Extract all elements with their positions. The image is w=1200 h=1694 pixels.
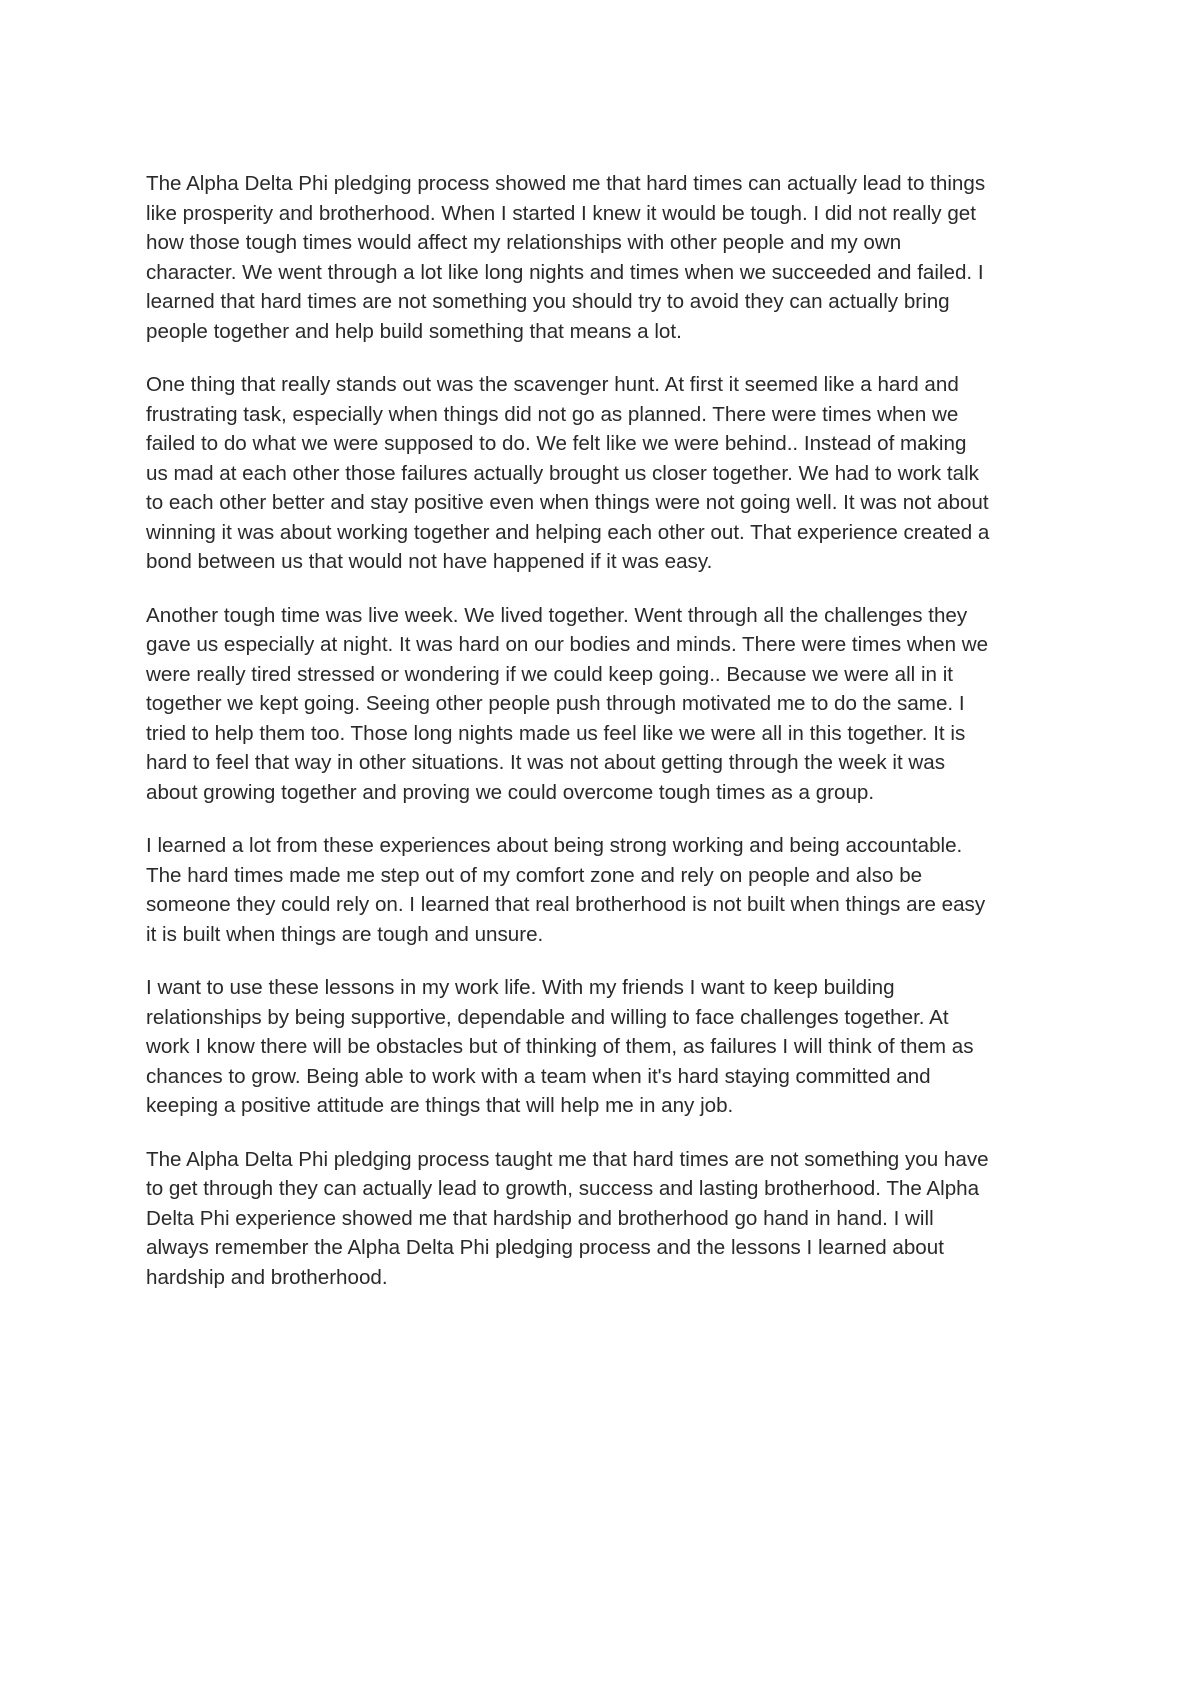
paragraph-5: I want to use these lessons in my work life. With my friends I want to keep building relationships by being supportive, dependable and willing to face challenges together. At work I know there will be obstacles but of thinking of them, as failures I will think of them as chances to grow. Being able to work with a team when it's hard staying committed and keeping a positive attitude are things that will help me in any job. [146, 976, 974, 1117]
paragraph-3: Another tough time was live week. We lived together. Went through all the challenges they gave us especially at night. It was hard on our bodies and minds. There were times when we were really tired stressed or wondering if we could keep going.. Because we were all in it together we kept going. Seeing other people push through motivated me to do the same. I tried to help them too. Those long nights made us feel like we were all in this together. It is hard to feel that way in other situations. It was not about getting through the week it was about growing together and proving we could overcome tough times as a group. [146, 603, 989, 804]
essay-body [146, 169, 1066, 1316]
paragraph-2: One thing that really stands out was the scavenger hunt. At first it seemed like a hard and frustrating task, especially when things did not go as planned. There were times when we failed to do what we were supposed to do. We felt like we were behind.. Instead of making us mad at each other those failures actually brought us closer together. We had to work talk to each other better and stay positive even when things were not going well. It was not about winning it was about working together and helping each other out. That experience created a bond between us that would not have happened if it was easy. [146, 373, 990, 573]
paragraph-1: The Alpha Delta Phi pledging process showed me that hard times can actually lead to things like prosperity and brotherhood. When I started I knew it would be tough. I did not really get how those tough times would affect my relationships with other people and my own character. We went through a lot like long nights and times when we succeeded and failed. I learned that hard times are not something you should try to avoid they can actually bring people together and help build something that means a lot. [146, 172, 986, 343]
paragraph-4: I learned a lot from these experiences about being strong working and being accountable. The hard times made me step out of my comfort zone and rely on people and also be someone they could rely on. I learned that real brotherhood is not built when things are easy it is built when things are tough and unsure. [146, 834, 986, 946]
paragraph-6: The Alpha Delta Phi pledging process taught me that hard times are not something you have to get through they can actually lead to growth, success and lasting brotherhood. The Alpha Delta Phi experience showed me that hardship and brotherhood go hand in hand. I will always remember the Alpha Delta Phi pledging process and the lessons I learned about hardship and brotherhood. [146, 1147, 989, 1289]
